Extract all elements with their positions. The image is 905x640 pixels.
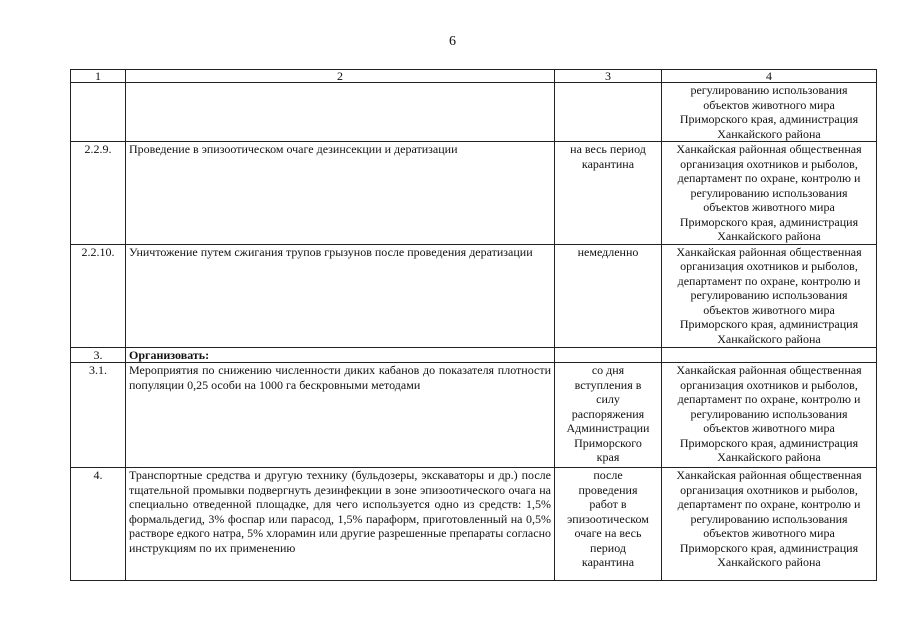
responsible-line: Ханкайская районная общественная xyxy=(676,363,862,377)
table-row xyxy=(71,244,877,347)
responsible-line: Приморского края, администрация xyxy=(679,214,859,229)
responsible-line: организация охотников и рыболов, xyxy=(680,259,858,273)
responsible-line: Приморского края, администрация xyxy=(679,112,859,126)
cell-num: 2.2.10. xyxy=(71,244,126,347)
responsible-line: регулированию использования xyxy=(690,406,848,421)
responsible-line: организация охотников и рыболов, xyxy=(680,377,858,392)
responsible-line: Приморского края, администрация xyxy=(679,317,859,331)
responsible-line: департамент по охране, контролю и xyxy=(677,171,861,185)
responsible-line: регулированию использования xyxy=(690,288,848,302)
term-line: силу xyxy=(596,392,620,406)
term-line: очаге на весь xyxy=(574,526,642,540)
responsible-line: Приморского края, администрация xyxy=(679,435,859,450)
cell-text: Транспортные средства и другую технику (бульдозеры, экскаваторы и др.) после тщательной промывки подвергнуть дезинфекции в зоне эпизоотического очага на специально отведенной площадке, для чего используется одно из средств: 1,5% формальдегид, 3% фоспар или парасод, 1,5% параформ, приготовленный на 0,5% растворе едкого натра, 5% хлорамин или другие разрешенные препараты согласно инструкциям по их применению xyxy=(126,468,555,581)
responsible-line: Ханкайская районная общественная xyxy=(676,468,862,482)
cell-term xyxy=(555,347,662,363)
cell-text: Мероприятия по снижению численности диких кабанов до показателя плотности популяции 0,25 особи на 1000 га бескровными методами xyxy=(126,363,555,468)
responsible-line: департамент по охране, контролю и xyxy=(677,497,861,511)
cell-num xyxy=(71,83,126,142)
term-line: Приморского xyxy=(574,435,642,450)
page-number: 6 xyxy=(449,34,456,49)
cell-term xyxy=(555,468,662,581)
responsible-line: регулированию использования xyxy=(690,511,848,526)
responsible-line: Ханкайская районная общественная xyxy=(676,142,862,156)
responsible-line: Ханкайского района xyxy=(717,450,821,464)
responsible-line: департамент по охране, контролю и xyxy=(677,392,861,406)
responsible-line: объектов животного мира xyxy=(703,97,835,112)
cell-term xyxy=(555,363,662,468)
responsible-line: департамент по охране, контролю и xyxy=(677,273,861,288)
cell-term xyxy=(555,244,662,347)
term-line: эпизоотическом xyxy=(567,511,649,526)
responsible-line: организация охотников и рыболов, xyxy=(680,156,858,171)
cell-text: Проведение в эпизоотическом очаге дезинсекции и дератизации xyxy=(126,142,555,245)
cell-responsible xyxy=(662,244,877,347)
responsible-line: Ханкайского района xyxy=(717,555,821,569)
responsible-line: Приморского края, администрация xyxy=(679,540,859,555)
header-col-3: 3 xyxy=(555,70,662,83)
term-line: работ в xyxy=(589,497,627,511)
responsible-line: Ханкайского района xyxy=(717,126,821,141)
term-line: после xyxy=(593,468,623,482)
table-row xyxy=(71,363,877,468)
responsible-line: объектов животного мира xyxy=(703,526,835,540)
header-row xyxy=(71,70,877,83)
table-row xyxy=(71,142,877,245)
responsible-line: объектов животного мира xyxy=(703,302,835,317)
header-col-2: 2 xyxy=(126,70,555,83)
section-heading: Организовать: xyxy=(126,347,555,363)
cell-text xyxy=(126,83,555,142)
responsible-line: организация охотников и рыболов, xyxy=(680,482,858,497)
term-line: вступления в xyxy=(574,377,642,392)
cell-responsible xyxy=(662,363,877,468)
term-line: Администрации xyxy=(566,421,650,435)
responsible-line: Ханкайского района xyxy=(717,331,821,346)
cell-term xyxy=(555,142,662,245)
cell-num: 3. xyxy=(71,347,126,363)
cell-responsible xyxy=(662,142,877,245)
term-line: края xyxy=(596,450,620,464)
responsible-line: объектов животного мира xyxy=(703,200,835,214)
responsible-line: регулированию использования xyxy=(690,185,848,200)
table-row xyxy=(71,347,877,363)
cell-num: 4. xyxy=(71,468,126,581)
measures-table xyxy=(70,69,877,581)
cell-responsible xyxy=(662,347,877,363)
header-col-1: 1 xyxy=(71,70,126,83)
cell-text: Уничтожение путем сжигания трупов грызунов после проведения дератизации xyxy=(126,244,555,347)
term-line: карантина xyxy=(581,156,635,171)
term-line: распоряжения xyxy=(571,406,645,421)
header-col-4: 4 xyxy=(662,70,877,83)
table-row-continuation xyxy=(71,83,877,142)
responsible-line: регулированию использования xyxy=(690,83,848,97)
cell-num: 3.1. xyxy=(71,363,126,468)
table-row xyxy=(71,468,877,581)
term-line: период xyxy=(590,540,626,555)
term-line: карантина xyxy=(581,555,635,569)
term-line: на весь период xyxy=(570,142,646,156)
term-line: немедленно xyxy=(577,244,639,259)
responsible-line: объектов животного мира xyxy=(703,421,835,435)
responsible-line: Ханкайская районная общественная xyxy=(676,244,862,259)
cell-responsible xyxy=(662,83,877,142)
cell-responsible xyxy=(662,468,877,581)
cell-num: 2.2.9. xyxy=(71,142,126,245)
cell-term xyxy=(555,83,662,142)
responsible-line: Ханкайского района xyxy=(717,229,821,243)
term-line: проведения xyxy=(578,482,638,497)
term-line: со дня xyxy=(591,363,625,377)
